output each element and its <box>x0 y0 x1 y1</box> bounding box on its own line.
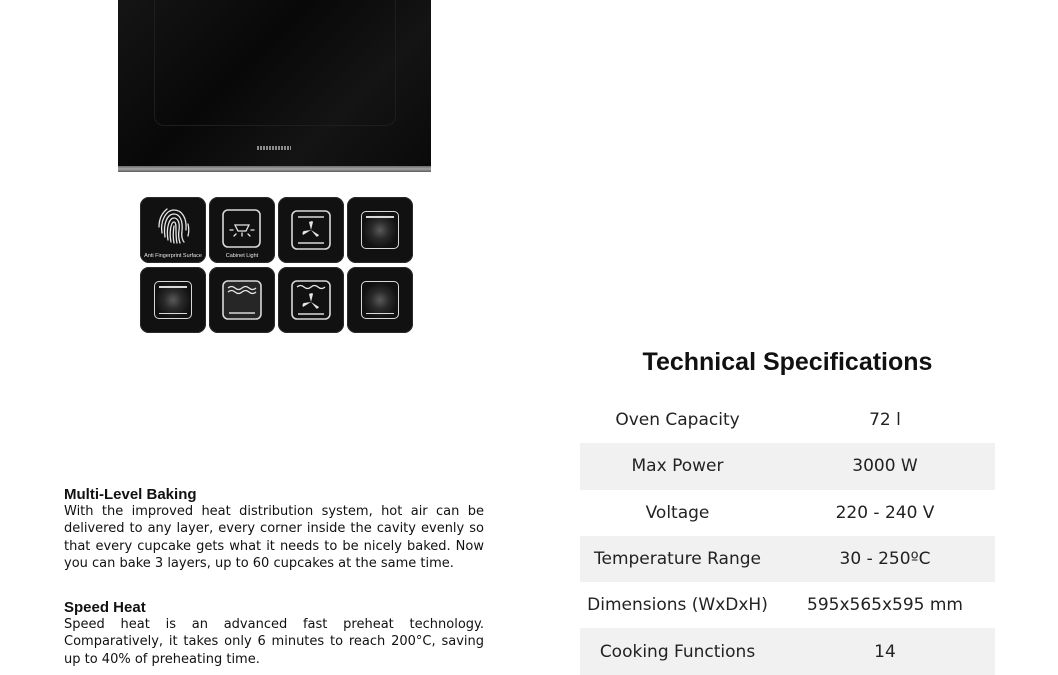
spec-value: 30 - 250ºC <box>775 536 995 582</box>
spec-row <box>580 490 995 536</box>
feature-body: With the improved heat distribution system, hot air can be delivered to any layer, every corner inside the cavity evenly so that every cupcake gets what it needs to be nicely baked. Now you can bake 3 layers, up to 60 cupcakes at the same time. <box>64 504 484 571</box>
feature-title: Speed Heat <box>64 599 146 616</box>
spec-label: Dimensions (WxDxH) <box>587 595 768 616</box>
spec-label: Temperature Range <box>580 536 775 582</box>
spec-row <box>580 582 995 628</box>
fan-top-bottom-icon <box>278 267 344 333</box>
feature-tile-fan <box>278 197 344 263</box>
spec-row <box>580 536 995 582</box>
feature-tile-fingerprint <box>140 197 206 263</box>
spec-row <box>580 397 995 443</box>
top-heat-icon <box>361 211 399 249</box>
oven-image <box>118 0 431 172</box>
spec-value: 3000 W <box>775 443 995 489</box>
spec-label: Max Power <box>580 443 775 489</box>
oven-brand-mark <box>257 146 291 150</box>
oven-glass-door <box>118 0 431 166</box>
spec-row <box>580 443 995 489</box>
spec-title: Technical Specifications <box>642 348 933 376</box>
feature-body: Speed heat is an advanced fast preheat technology. Comparatively, it takes only 6 minutes to reach 200°C, saving up to 40% of preheating time. <box>64 617 484 667</box>
feature-tile-fan-wave <box>278 267 344 333</box>
feature-tile-bottom-heat <box>347 267 413 333</box>
feature-tile-conventional <box>140 267 206 333</box>
fan-heat-icon <box>278 197 344 263</box>
top-bottom-heat-icon <box>209 267 275 333</box>
spec-value: 595x565x595 mm <box>807 595 963 616</box>
tile-label: Cabinet Light <box>225 253 259 259</box>
spec-row <box>580 628 995 674</box>
spec-label: Cooking Functions <box>580 628 775 674</box>
feature-title: Multi-Level Baking <box>64 486 197 503</box>
feature-tile-wave-heat <box>209 267 275 333</box>
conventional-heat-icon <box>154 281 192 319</box>
oven-window <box>154 0 396 126</box>
feature-tile-light <box>209 197 275 263</box>
oven-door-trim <box>118 166 431 172</box>
feature-multi-level-baking <box>64 486 484 572</box>
feature-icon-grid <box>140 197 414 335</box>
feature-speed-heat <box>64 599 484 668</box>
spec-label: Voltage <box>645 502 710 523</box>
bottom-heat-icon <box>361 281 399 319</box>
tile-label: Anti Fingerprint Surface <box>144 253 202 259</box>
spec-value: 220 - 240 V <box>835 502 935 523</box>
spec-value: 72 l <box>869 410 901 431</box>
spec-table <box>580 397 995 675</box>
feature-tile-top-heat <box>347 197 413 263</box>
spec-label: Oven Capacity <box>615 410 740 431</box>
spec-value: 14 <box>775 628 995 674</box>
